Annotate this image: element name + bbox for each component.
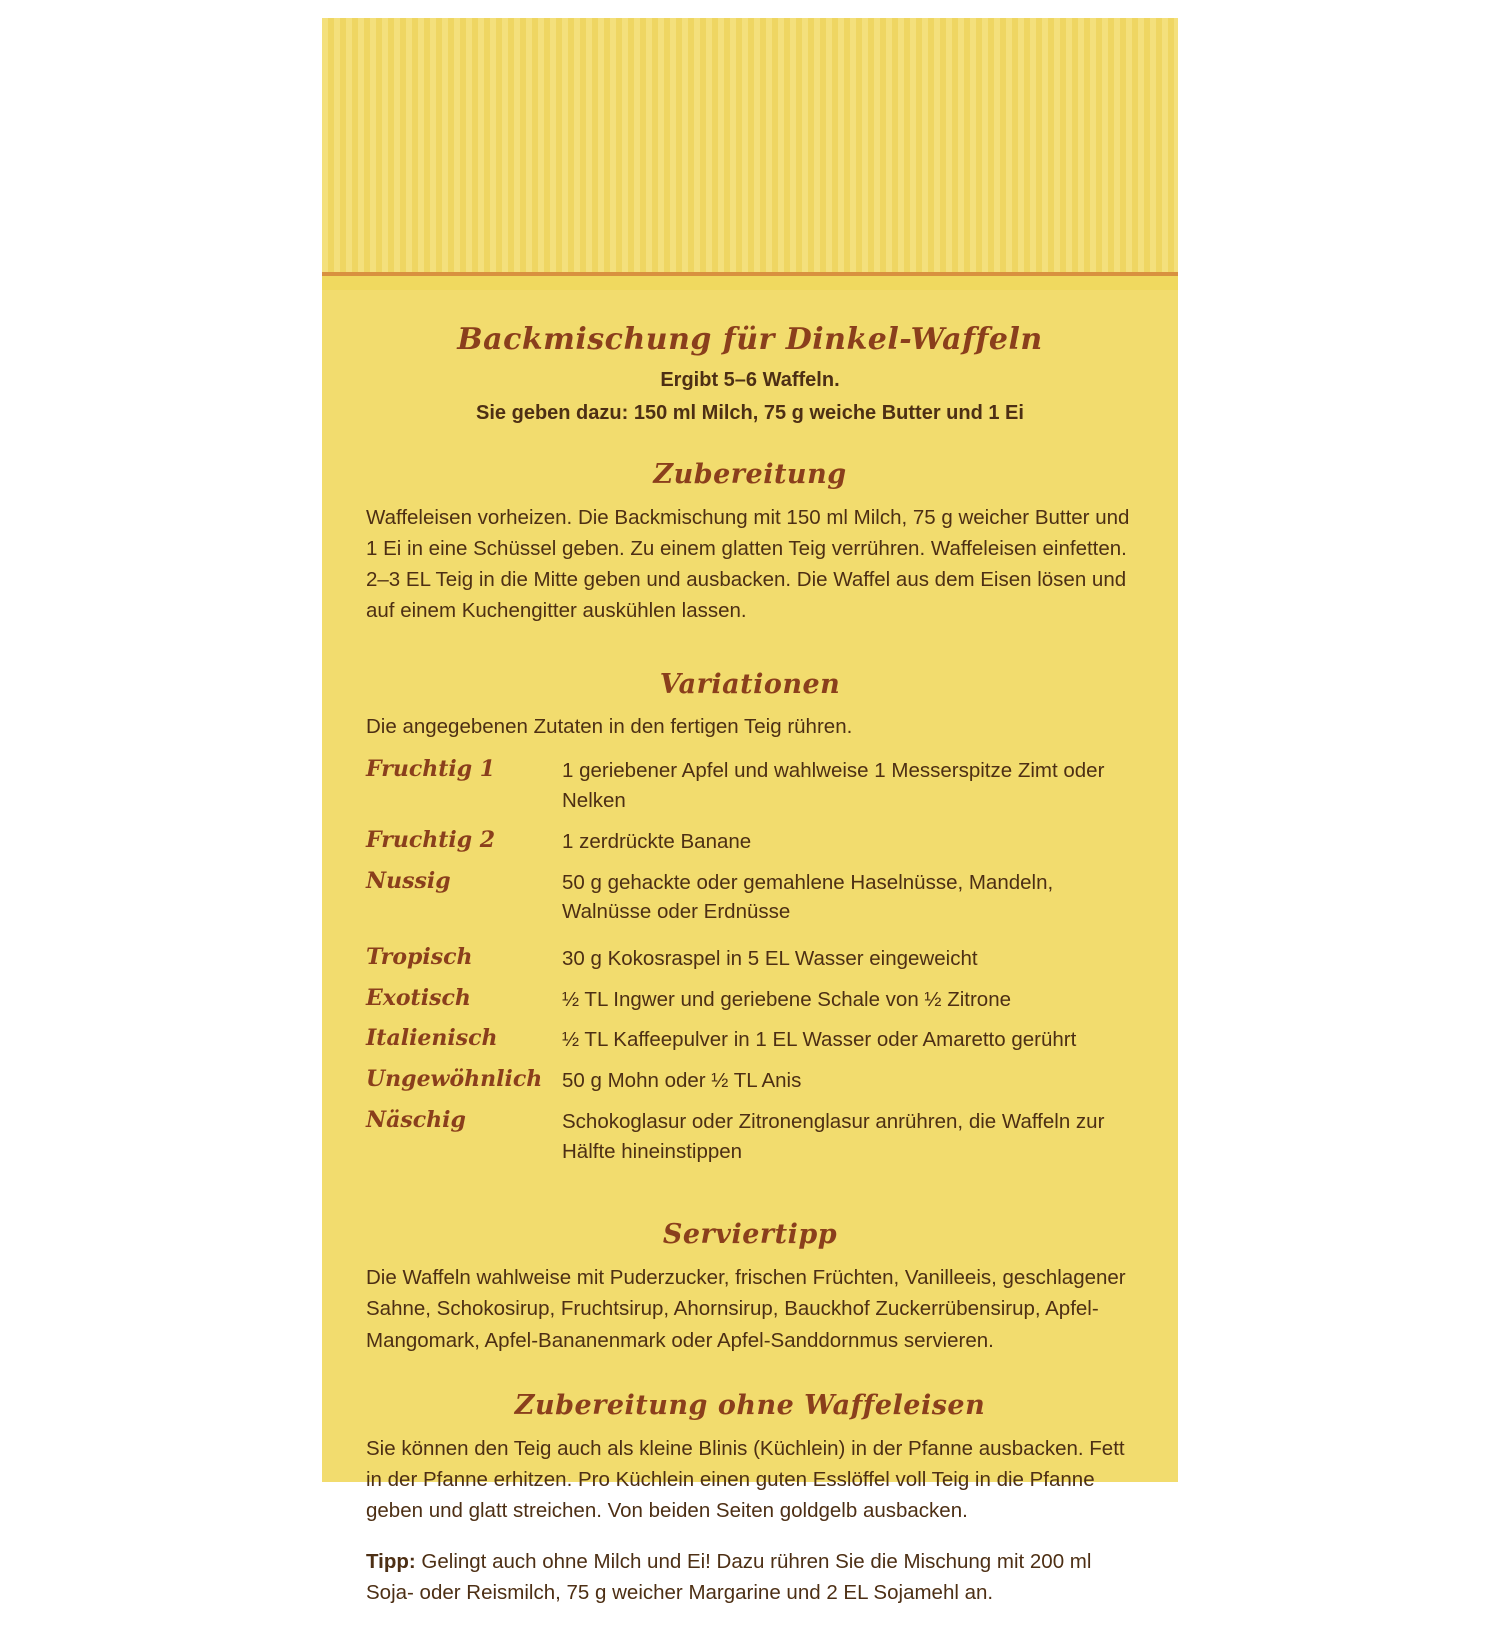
serving-text: Die Waffeln wahlweise mit Puderzucker, frischen Früchten, Vanilleeis, geschlagener Sahne, Schokosirup, Fruchtsirup, Ahornsirup, Bauckhof Zuckerrübensirup, Apfel-Mangomark, Apfel-Bananenmark oder Apfel-Sanddornmus servieren.	[366, 1266, 1126, 1352]
yield-line: Ergibt 5–6 Waffeln.	[660, 369, 840, 391]
variation-text: ½ TL Ingwer und geriebene Schale von ½ Zitrone	[562, 987, 1012, 1011]
variation-label: Fruchtig 1	[366, 756, 496, 783]
added-ingredients-line: Sie geben dazu: 150 ml Milch, 75 g weiche Butter und 1 Ei	[476, 402, 1024, 424]
variation-text: 50 g Mohn oder ½ TL Anis	[562, 1069, 802, 1093]
no-iron-text: Sie können den Teig auch als kleine Blinis (Küchlein) in der Pfanne ausbacken. Fett in der Pfanne erhitzen. Pro Küchlein einen guten Esslöffel voll Teig in die Pfanne geben und glatt streichen. Von beiden Seiten goldgelb ausbacken.	[366, 1436, 1125, 1523]
variation-text: 1 geriebener Apfel und wahlweise 1 Messerspitze Zimt oder Nelken	[562, 759, 1105, 813]
variation-text: 30 g Kokosraspel in 5 EL Wasser eingeweicht	[562, 946, 978, 970]
product-title: Backmischung für Dinkel-Waffeln	[457, 322, 1043, 357]
tip-label: Tipp:	[366, 1550, 416, 1574]
table-row	[366, 1025, 1134, 1066]
variation-label: Tropisch	[366, 943, 473, 970]
variations-table	[366, 756, 1134, 1177]
tip-paragraph	[366, 1546, 1134, 1608]
table-row	[366, 868, 1134, 944]
table-row	[366, 827, 1134, 868]
decorative-stripe-band	[322, 18, 1178, 272]
section-heading-serving: Serviertipp	[662, 1219, 838, 1251]
table-row	[366, 985, 1134, 1026]
section-heading-no-iron: Zubereitung ohne Waffeleisen	[514, 1389, 986, 1421]
variation-text: 1 zerdrückte Banane	[562, 829, 752, 853]
variation-text: 50 g gehackte oder gemahlene Haselnüsse, Mandeln, Walnüsse oder Erdnüsse	[562, 870, 1054, 924]
section-heading-preparation: Zubereitung	[653, 459, 847, 490]
variation-text: Schokoglasur oder Zitronenglasur anrühren, die Waffeln zur Hälfte hineinstippen	[562, 1109, 1105, 1163]
horizontal-divider-fill	[322, 276, 1178, 290]
table-row	[366, 756, 1134, 826]
package-back-panel	[322, 18, 1178, 1605]
variations-intro: Die angegebenen Zutaten in den fertigen Teig rühren.	[366, 714, 853, 738]
variation-label: Exotisch	[366, 984, 471, 1011]
variation-label: Ungewöhnlich	[366, 1066, 543, 1093]
section-heading-variations: Variationen	[659, 668, 841, 700]
preparation-text: Waffeleisen vorheizen. Die Backmischung mit 150 ml Milch, 75 g weicher Butter und 1 Ei in eine Schüssel geben. Zu einem glatten Teig verrühren. Waffeleisen einfetten. 2–3 EL Teig in die Mitte geben und ausbacken. Die Waffel aus dem Eisen lösen und auf einem Kuchengitter auskühlen lassen.	[366, 506, 1130, 623]
variation-label: Näschig	[366, 1106, 466, 1133]
table-row	[366, 1107, 1134, 1177]
table-row	[366, 1066, 1134, 1107]
variation-label: Nussig	[366, 867, 451, 894]
tip-text: Gelingt auch ohne Milch und Ei! Dazu rühren Sie die Mischung mit 200 ml Soja- oder Reismilch, 75 g weicher Margarine und 2 EL Sojamehl an.	[366, 1550, 1092, 1605]
variation-label: Fruchtig 2	[366, 826, 496, 853]
table-row	[366, 944, 1134, 985]
recipe-content	[322, 290, 1178, 1629]
variation-label: Italienisch	[366, 1025, 498, 1052]
variation-text: ½ TL Kaffeepulver in 1 EL Wasser oder Amaretto gerührt	[562, 1028, 1077, 1052]
